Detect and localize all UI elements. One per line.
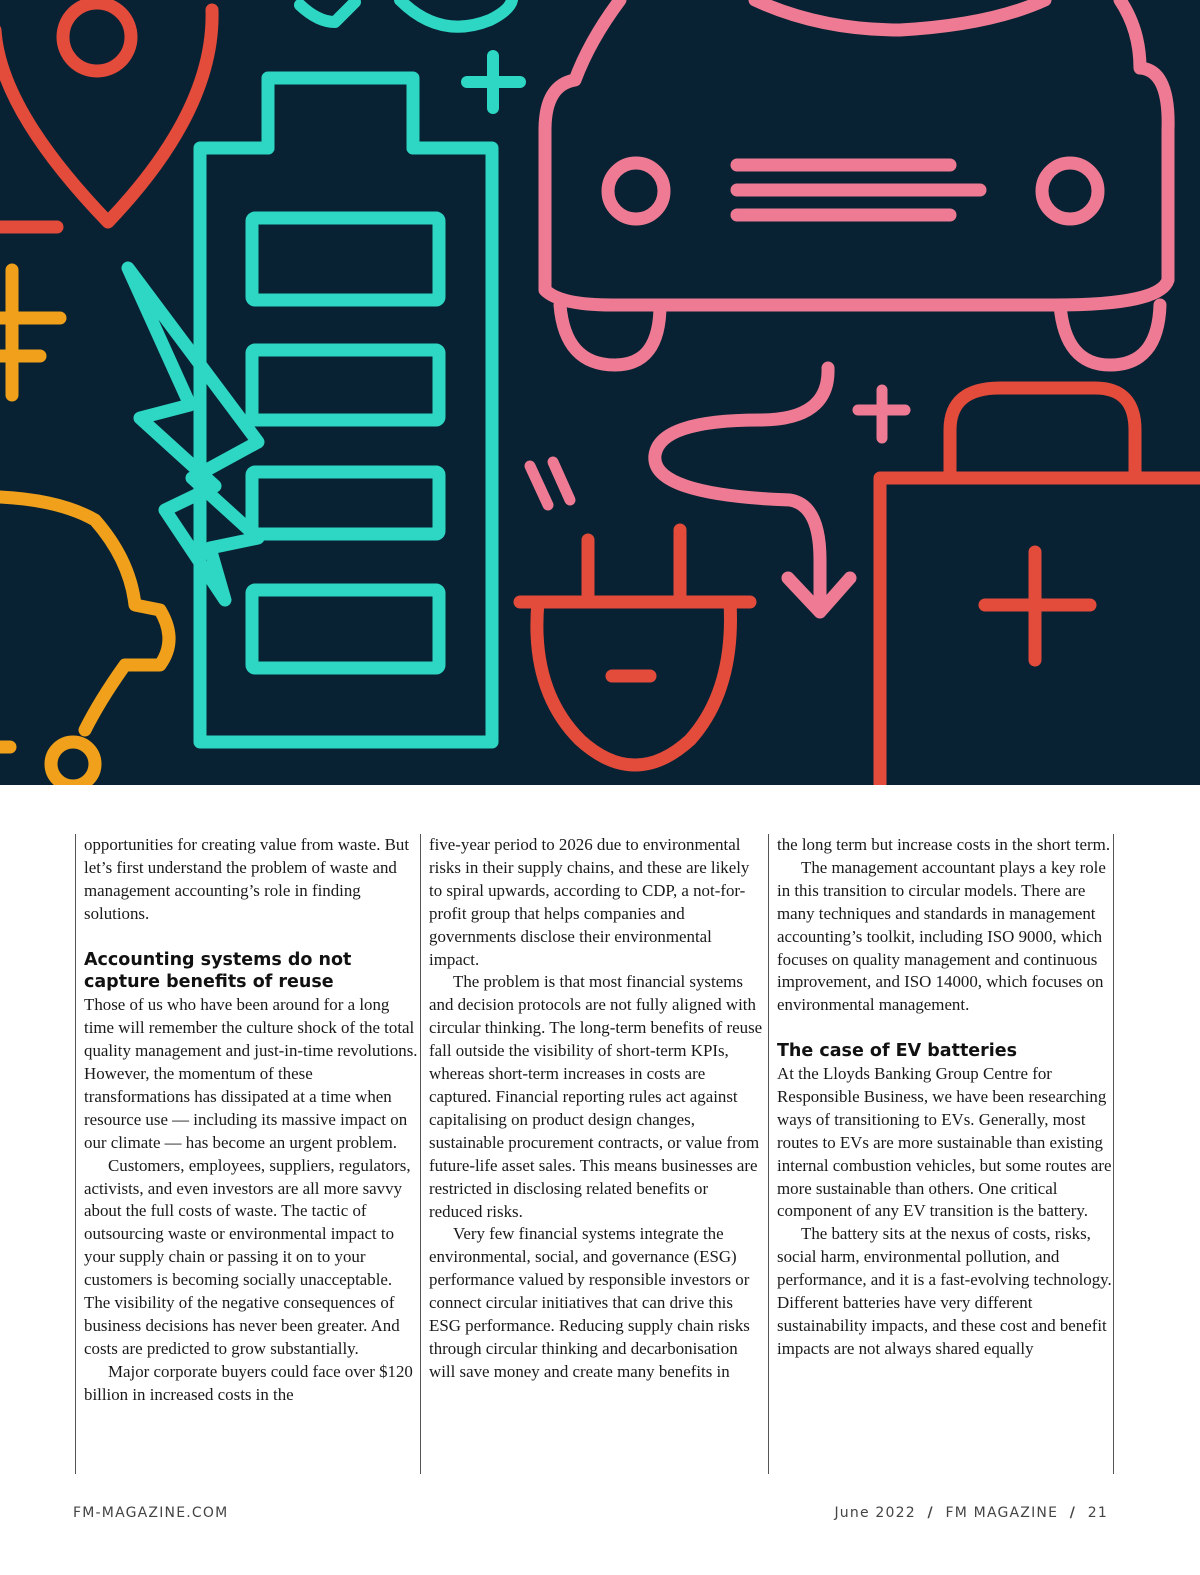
- plug-icon: [520, 530, 750, 765]
- arrow-icon: [300, 0, 512, 27]
- paragraph: At the Lloyds Banking Group Centre for Responsible Business, we have been researching ways of transitioning to EVs. Generally, most routes to EVs are more sustainable than existing internal combustion vehicles, but some routes are more sustainable than others. One critical component of any EV transition is the battery.: [777, 1064, 1112, 1221]
- article-body: [75, 834, 1120, 1479]
- page-footer: [73, 1505, 1108, 1525]
- section-heading: Accounting systems do not capture benefits of reuse: [84, 949, 352, 993]
- separator: /: [927, 1505, 934, 1521]
- magazine-name: FM MAGAZINE: [945, 1505, 1059, 1521]
- website-link[interactable]: FM-MAGAZINE.COM: [73, 1505, 229, 1521]
- hero-illustration: [0, 0, 1200, 785]
- spark-marks: [530, 462, 570, 505]
- column-1: [75, 834, 420, 1474]
- column-2: [420, 834, 765, 1474]
- separator: /: [1069, 1505, 1077, 1521]
- paragraph: Very few financial systems integrate the environmental, social, and governance (ESG) performance valued by responsible investors or connect circular initiatives that can drive this ESG performance. Reducing supply chain risks through circular thinking and decarbonisation will save money and create many benefits in: [429, 1224, 750, 1381]
- plus-icon: [467, 56, 520, 108]
- column-3: [768, 834, 1114, 1474]
- battery-pack-icon: [880, 388, 1200, 784]
- battery-icon: [200, 78, 492, 742]
- paragraph: The management accountant plays a key role in this transition to circular models. There are many techniques and standards in management accounting’s toolkit, including ISO 9000, which focuses on quality management and continuous improvement, and ISO 14000, which focuses on environmental management.: [777, 857, 1106, 1015]
- plus-icon: [858, 390, 905, 438]
- footer-folio: [834, 1505, 1108, 1521]
- car-icon: [545, 0, 1168, 612]
- orange-shapes: [0, 270, 169, 785]
- paragraph: opportunities for creating value from waste. But let’s first understand the problem of waste and management accounting’s role in finding solutions.: [84, 835, 410, 923]
- page-number: 21: [1087, 1505, 1108, 1521]
- paragraph: five-year period to 2026 due to environmental risks in their supply chains, and these are likely to spiral upwards, according to CDP, a not-for-profit group that helps companies and governments disclose their environmental impact.: [429, 835, 750, 969]
- issue-date: June 2022: [834, 1505, 916, 1521]
- paragraph: The problem is that most financial systems and decision protocols are not fully aligned with circular thinking. The long-term benefits of reuse fall outside the visibility of short-term KPIs, whereas short-term increases in costs are captured. Financial reporting rules act against capitalising on product design changes, sustainable procurement contracts, or value from future-life asset sales. This means businesses are restricted in disclosing related benefits or reduced risks.: [429, 972, 763, 1221]
- paragraph: Those of us who have been around for a long time will remember the culture shock of the total quality management and just-in-time revolutions. However, the momentum of these transformations has dissipated at a time when resource use — including its massive impact on our climate — has become an urgent problem.: [84, 995, 418, 1152]
- paragraph: The battery sits at the nexus of costs, risks, social harm, environmental pollution, and performance, and it is a fast-evolving technology. Different batteries have very different sustainability impacts, and these cost and benefit impacts are not always shared equally: [777, 1224, 1112, 1358]
- paragraph: Major corporate buyers could face over $120 billion in increased costs in the: [84, 1361, 413, 1404]
- paragraph: the long term but increase costs in the short term.: [777, 835, 1111, 854]
- lightning-bolt-icon: [128, 268, 258, 600]
- map-pin-icon: [0, 3, 212, 227]
- paragraph: Customers, employees, suppliers, regulators, activists, and even investors are all more savvy about the full costs of waste. The tactic of outsourcing waste or environmental impact to your supply chain or passing it on to your customers is becoming socially unacceptable. The visibility of the negative consequences of business decisions has never been greater. And costs are predicted to grow substantially.: [84, 1155, 411, 1358]
- section-heading: The case of EV batteries: [777, 1041, 1018, 1062]
